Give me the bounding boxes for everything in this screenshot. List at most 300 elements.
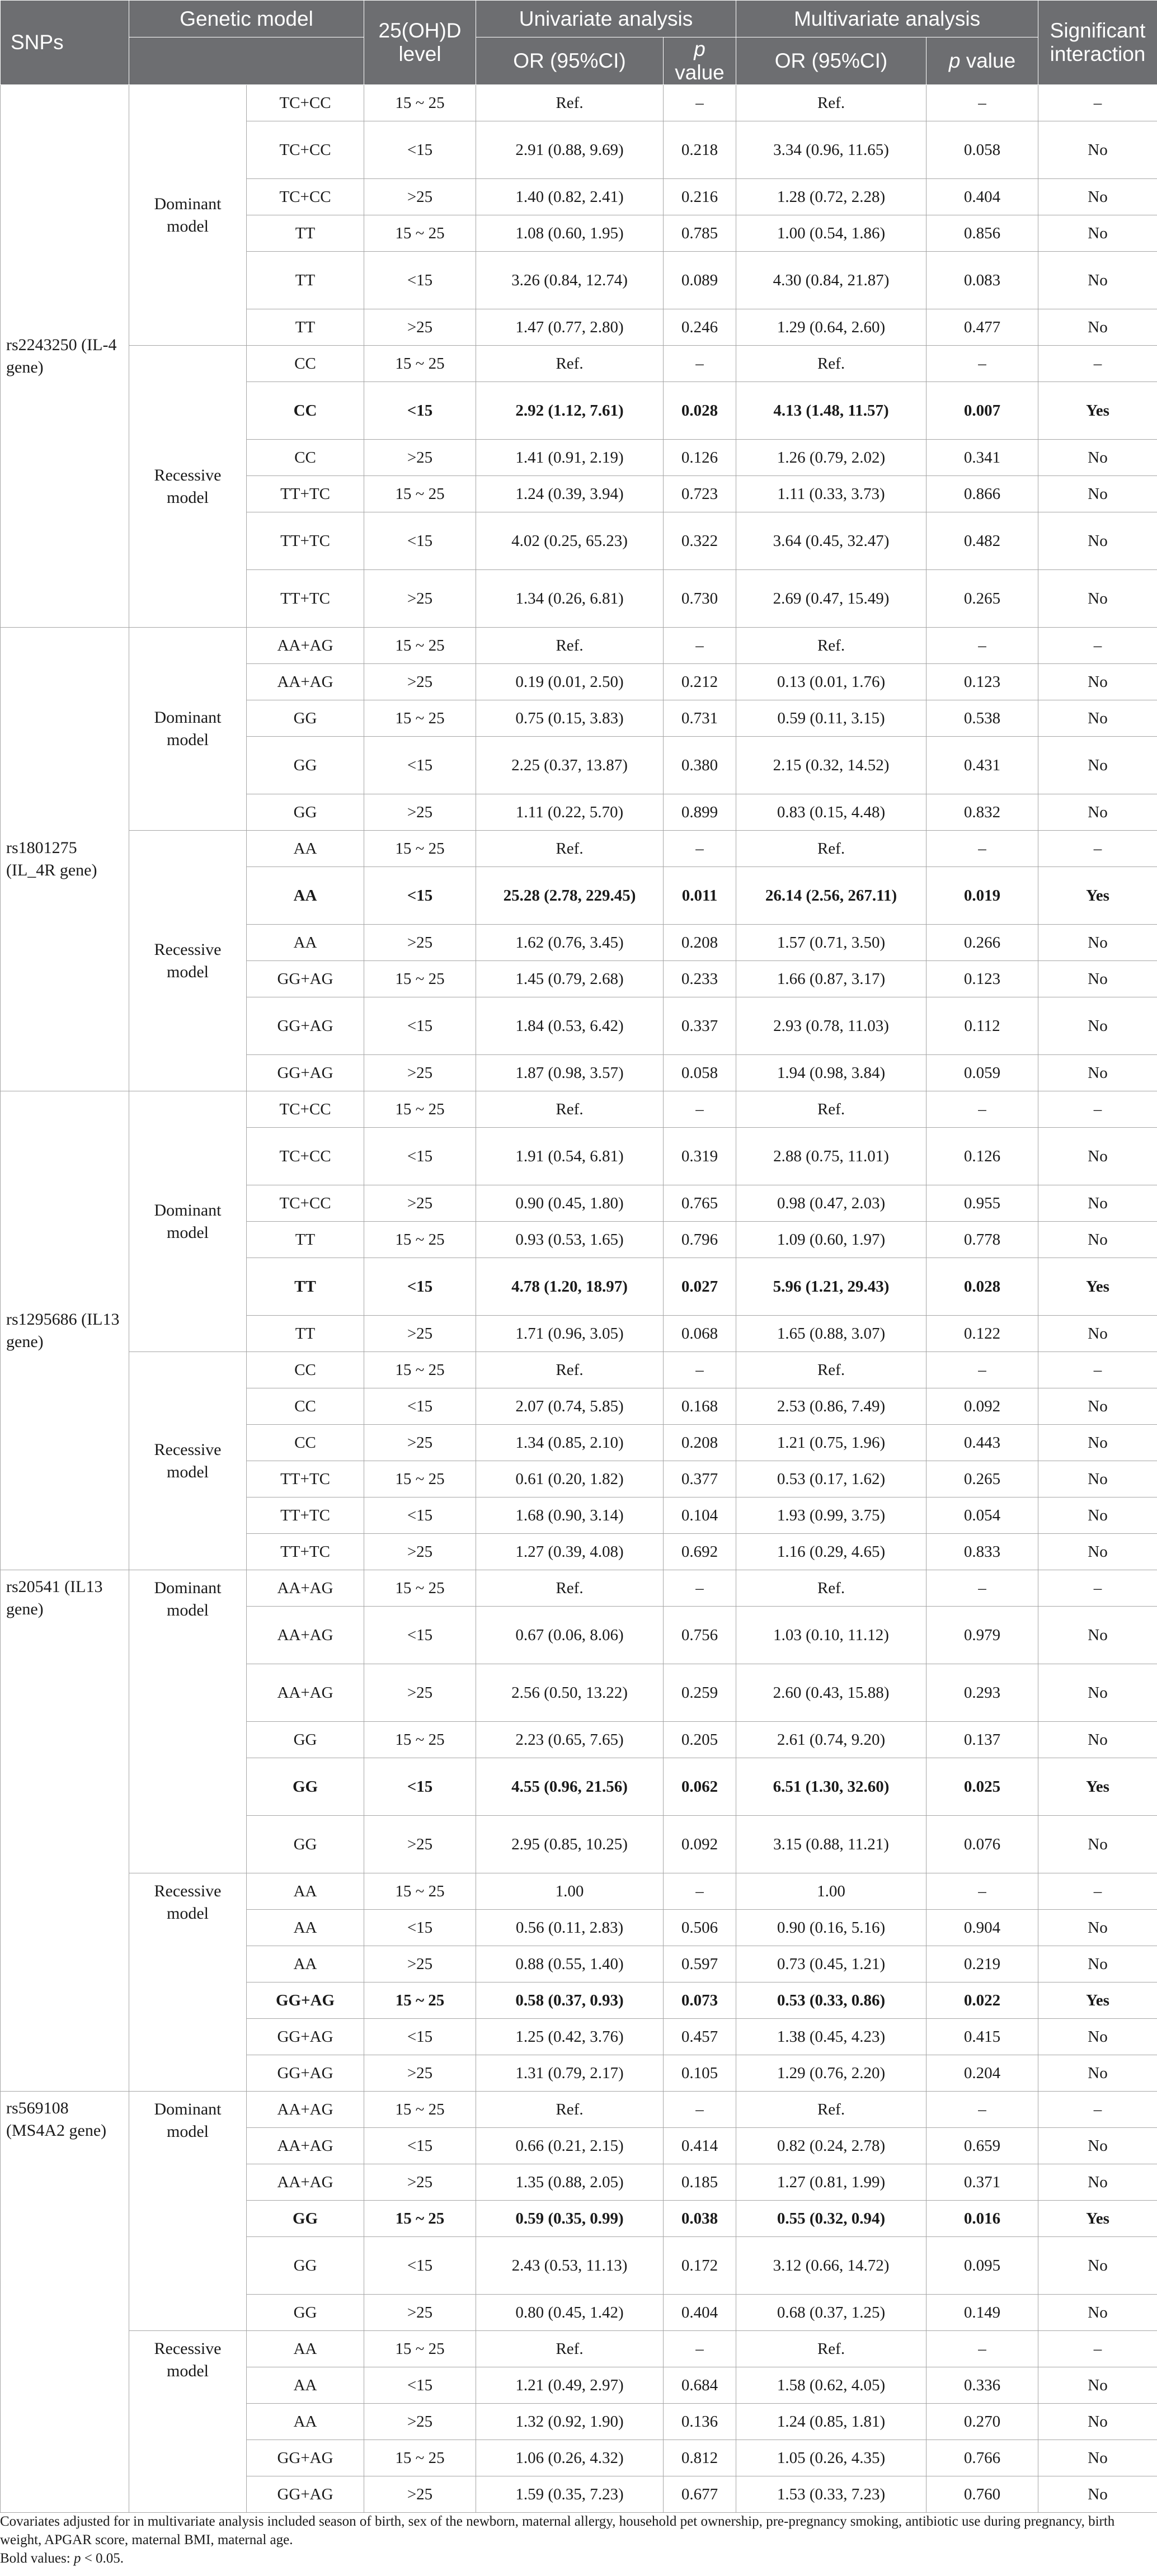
level-cell: >25 [364,1946,476,1982]
multivariate-or-cell: 4.30 (0.84, 21.87) [736,252,926,309]
interaction-cell: No [1038,2019,1157,2055]
multivariate-or-cell: 2.93 (0.78, 11.03) [736,997,926,1055]
level-cell: >25 [364,1316,476,1352]
genotype-cell: GG+AG [247,961,364,997]
interaction-cell: No [1038,2404,1157,2440]
multivariate-or-cell: 1.24 (0.85, 1.81) [736,2404,926,2440]
multivariate-p-cell: 0.443 [926,1425,1038,1461]
univariate-p-cell: 0.684 [664,2367,736,2404]
table-footnote [0,2512,1153,2568]
interaction-cell: – [1038,346,1157,382]
univariate-p-cell: 0.723 [664,476,736,512]
level-cell: >25 [364,1425,476,1461]
genotype-cell: GG+AG [247,1055,364,1091]
univariate-or-cell: 3.26 (0.84, 12.74) [476,252,664,309]
interaction-cell: No [1038,2164,1157,2201]
level-cell: <15 [364,737,476,794]
univariate-p-cell: – [664,1873,736,1910]
level-cell: 15 ~ 25 [364,346,476,382]
univariate-p-cell: 0.319 [664,1128,736,1185]
univariate-or-cell: 0.90 (0.45, 1.80) [476,1185,664,1222]
multivariate-p-cell: 0.219 [926,1946,1038,1982]
snp-cell: rs2243250 (IL-4 gene) [1,85,129,628]
univariate-p-cell: 0.337 [664,997,736,1055]
multivariate-p-cell: – [926,1091,1038,1128]
snp-cell: rs1801275 (IL_4R gene) [1,628,129,1091]
univariate-p-cell: 0.218 [664,121,736,179]
header-genetic-model: Genetic model [129,1,364,37]
level-cell: >25 [364,1664,476,1722]
level-cell: <15 [364,252,476,309]
multivariate-or-cell: 1.57 (0.71, 3.50) [736,925,926,961]
level-cell: <15 [364,997,476,1055]
level-cell: >25 [364,309,476,346]
interaction-cell: No [1038,252,1157,309]
multivariate-p-cell: – [926,628,1038,664]
univariate-or-cell: Ref. [476,1570,664,1607]
interaction-cell: No [1038,1055,1157,1091]
multivariate-p-cell: 0.659 [926,2128,1038,2164]
header-blank [129,37,364,85]
multivariate-or-cell: 1.26 (0.79, 2.02) [736,440,926,476]
genotype-cell: GG [247,700,364,737]
genotype-cell: CC [247,382,364,440]
level-cell: <15 [364,2019,476,2055]
interaction-cell: – [1038,2092,1157,2128]
header-or-multivariate: OR (95%CI) [736,37,926,85]
univariate-or-cell: 1.35 (0.88, 2.05) [476,2164,664,2201]
interaction-cell: No [1038,700,1157,737]
interaction-cell: No [1038,1534,1157,1570]
genotype-cell: GG+AG [247,997,364,1055]
multivariate-p-cell: – [926,2092,1038,2128]
genotype-cell: AA [247,2404,364,2440]
univariate-or-cell: 1.59 (0.35, 7.23) [476,2476,664,2513]
multivariate-p-cell: 0.293 [926,1664,1038,1722]
multivariate-or-cell: Ref. [736,346,926,382]
level-cell: >25 [364,2164,476,2201]
genotype-cell: GG [247,2295,364,2331]
univariate-or-cell: 1.91 (0.54, 6.81) [476,1128,664,1185]
multivariate-or-cell: 3.64 (0.45, 32.47) [736,512,926,570]
univariate-p-cell: – [664,628,736,664]
genotype-cell: TT+TC [247,1534,364,1570]
univariate-p-cell: 0.136 [664,2404,736,2440]
table-row [1,831,1157,867]
univariate-or-cell: Ref. [476,346,664,382]
multivariate-p-cell: 0.766 [926,2440,1038,2476]
header-significant-interaction: Significant interaction [1038,1,1157,85]
univariate-or-cell: Ref. [476,1091,664,1128]
univariate-p-cell: 0.038 [664,2201,736,2237]
level-cell: >25 [364,1534,476,1570]
genotype-cell: GG [247,737,364,794]
univariate-or-cell: Ref. [476,2092,664,2128]
univariate-or-cell: 1.40 (0.82, 2.41) [476,179,664,215]
level-cell: >25 [364,179,476,215]
multivariate-p-cell: 0.022 [926,1982,1038,2019]
model-cell: Dominant model [129,85,247,346]
level-cell: <15 [364,382,476,440]
multivariate-or-cell: 3.12 (0.66, 14.72) [736,2237,926,2295]
multivariate-p-cell: 0.007 [926,382,1038,440]
multivariate-or-cell: 1.29 (0.76, 2.20) [736,2055,926,2092]
level-cell: <15 [364,2128,476,2164]
level-cell: >25 [364,440,476,476]
genotype-cell: GG+AG [247,2055,364,2092]
univariate-p-cell: 0.233 [664,961,736,997]
genotype-cell: AA [247,2367,364,2404]
interaction-cell: No [1038,794,1157,831]
level-cell: <15 [364,867,476,925]
univariate-p-cell: 0.457 [664,2019,736,2055]
genotype-cell: AA [247,1910,364,1946]
interaction-cell: No [1038,1185,1157,1222]
snp-cell: rs569108 (MS4A2 gene) [1,2092,129,2513]
univariate-or-cell: 1.32 (0.92, 1.90) [476,2404,664,2440]
interaction-cell: Yes [1038,2201,1157,2237]
univariate-or-cell: Ref. [476,628,664,664]
level-cell: 15 ~ 25 [364,1982,476,2019]
genotype-cell: GG [247,1816,364,1873]
multivariate-or-cell: 1.00 (0.54, 1.86) [736,215,926,252]
univariate-or-cell: 4.78 (1.20, 18.97) [476,1258,664,1316]
univariate-or-cell: 2.43 (0.53, 11.13) [476,2237,664,2295]
univariate-or-cell: 0.56 (0.11, 2.83) [476,1910,664,1946]
univariate-p-cell: 0.785 [664,215,736,252]
header-row-1 [1,1,1157,37]
multivariate-p-cell: 0.083 [926,252,1038,309]
level-cell: 15 ~ 25 [364,2440,476,2476]
genotype-cell: AA [247,831,364,867]
genotype-cell: TT+TC [247,476,364,512]
genotype-cell: GG [247,2237,364,2295]
multivariate-p-cell: 0.059 [926,1055,1038,1091]
univariate-p-cell: 0.212 [664,664,736,700]
multivariate-or-cell: 1.58 (0.62, 4.05) [736,2367,926,2404]
univariate-or-cell: 1.34 (0.85, 2.10) [476,1425,664,1461]
interaction-cell: No [1038,1222,1157,1258]
table-row [1,85,1157,121]
level-cell: >25 [364,2295,476,2331]
multivariate-p-cell: 0.126 [926,1128,1038,1185]
multivariate-p-cell: 0.149 [926,2295,1038,2331]
interaction-cell: No [1038,476,1157,512]
multivariate-or-cell: 1.94 (0.98, 3.84) [736,1055,926,1091]
multivariate-or-cell: 0.83 (0.15, 4.48) [736,794,926,831]
multivariate-p-cell: 0.266 [926,925,1038,961]
interaction-cell: No [1038,1946,1157,1982]
multivariate-or-cell: 26.14 (2.56, 267.11) [736,867,926,925]
multivariate-or-cell: Ref. [736,1091,926,1128]
multivariate-p-cell: 0.095 [926,2237,1038,2295]
multivariate-p-cell: 0.025 [926,1758,1038,1816]
univariate-p-cell: 0.205 [664,1722,736,1758]
snp-cell: rs1295686 (IL13 gene) [1,1091,129,1570]
univariate-or-cell: 0.58 (0.37, 0.93) [476,1982,664,2019]
multivariate-or-cell: 1.29 (0.64, 2.60) [736,309,926,346]
multivariate-or-cell: 3.15 (0.88, 11.21) [736,1816,926,1873]
univariate-or-cell: 0.66 (0.21, 2.15) [476,2128,664,2164]
multivariate-or-cell: 0.68 (0.37, 1.25) [736,2295,926,2331]
model-cell: Recessive model [129,831,247,1091]
multivariate-or-cell: 1.93 (0.99, 3.75) [736,1497,926,1534]
univariate-or-cell: 4.02 (0.25, 65.23) [476,512,664,570]
genotype-cell: TC+CC [247,121,364,179]
univariate-or-cell: 1.06 (0.26, 4.32) [476,2440,664,2476]
genotype-cell: AA [247,1946,364,1982]
univariate-or-cell: 2.07 (0.74, 5.85) [476,1388,664,1425]
interaction-cell: No [1038,997,1157,1055]
univariate-p-cell: 0.068 [664,1316,736,1352]
multivariate-p-cell: – [926,1570,1038,1607]
univariate-p-cell: 0.073 [664,1982,736,2019]
multivariate-or-cell: Ref. [736,85,926,121]
multivariate-p-cell: 0.028 [926,1258,1038,1316]
interaction-cell: No [1038,1316,1157,1352]
univariate-p-cell: – [664,1352,736,1388]
univariate-p-cell: 0.172 [664,2237,736,2295]
level-cell: 15 ~ 25 [364,85,476,121]
multivariate-or-cell: 6.51 (1.30, 32.60) [736,1758,926,1816]
level-cell: 15 ~ 25 [364,1222,476,1258]
multivariate-or-cell: 2.60 (0.43, 15.88) [736,1664,926,1722]
univariate-or-cell: 0.61 (0.20, 1.82) [476,1461,664,1497]
header-vitd-level: 25(OH)D level [364,1,476,85]
model-cell: Recessive model [129,1873,247,2092]
univariate-or-cell: 0.67 (0.06, 8.06) [476,1607,664,1664]
table-row [1,2092,1157,2128]
univariate-p-cell: 0.058 [664,1055,736,1091]
footnote-bold: Bold values: p < 0.05. [0,2551,124,2566]
multivariate-or-cell: 2.53 (0.86, 7.49) [736,1388,926,1425]
interaction-cell: No [1038,512,1157,570]
univariate-p-cell: 0.104 [664,1497,736,1534]
multivariate-p-cell: 0.979 [926,1607,1038,1664]
interaction-cell: No [1038,737,1157,794]
univariate-or-cell: 1.62 (0.76, 3.45) [476,925,664,961]
genotype-cell: AA+AG [247,2164,364,2201]
interaction-cell: No [1038,1664,1157,1722]
header-p-univariate: p value [664,37,736,85]
level-cell: <15 [364,2237,476,2295]
multivariate-p-cell: 0.477 [926,309,1038,346]
multivariate-or-cell: 2.69 (0.47, 15.49) [736,570,926,628]
level-cell: >25 [364,1816,476,1873]
multivariate-p-cell: 0.904 [926,1910,1038,1946]
genotype-cell: GG+AG [247,1982,364,2019]
multivariate-or-cell: 0.55 (0.32, 0.94) [736,2201,926,2237]
level-cell: <15 [364,1258,476,1316]
multivariate-p-cell: 0.092 [926,1388,1038,1425]
interaction-cell: No [1038,179,1157,215]
multivariate-p-cell: 0.204 [926,2055,1038,2092]
level-cell: 15 ~ 25 [364,1722,476,1758]
univariate-p-cell: – [664,346,736,382]
header-p-multivariate: p value [926,37,1038,85]
level-cell: 15 ~ 25 [364,215,476,252]
univariate-or-cell: 25.28 (2.78, 229.45) [476,867,664,925]
univariate-or-cell: 0.93 (0.53, 1.65) [476,1222,664,1258]
univariate-p-cell: – [664,1091,736,1128]
multivariate-or-cell: 1.11 (0.33, 3.73) [736,476,926,512]
interaction-cell: No [1038,664,1157,700]
table-row [1,2331,1157,2367]
univariate-p-cell: 0.011 [664,867,736,925]
level-cell: >25 [364,664,476,700]
level-cell: 15 ~ 25 [364,628,476,664]
multivariate-or-cell: Ref. [736,1570,926,1607]
genotype-cell: GG+AG [247,2440,364,2476]
univariate-p-cell: 0.028 [664,382,736,440]
univariate-or-cell: 1.84 (0.53, 6.42) [476,997,664,1055]
univariate-or-cell: 1.45 (0.79, 2.68) [476,961,664,997]
genotype-cell: TT [247,252,364,309]
multivariate-p-cell: 0.341 [926,440,1038,476]
model-cell: Dominant model [129,2092,247,2331]
level-cell: >25 [364,2476,476,2513]
interaction-cell: No [1038,2295,1157,2331]
model-cell: Dominant model [129,1570,247,1873]
interaction-cell: Yes [1038,1982,1157,2019]
univariate-p-cell: – [664,2331,736,2367]
multivariate-or-cell: 1.27 (0.81, 1.99) [736,2164,926,2201]
footnote-covariates: Covariates adjusted for in multivariate analysis included season of birth, sex of the newborn, maternal allergy, household pet ownership, pre-pregnancy smoking, antibiotic use during pregnancy, birth weight, APGAR score, maternal BMI, maternal age. [0,2514,1115,2547]
multivariate-or-cell: 0.73 (0.45, 1.21) [736,1946,926,1982]
genotype-cell: TT+TC [247,1497,364,1534]
header-univariate: Univariate analysis [476,1,736,37]
univariate-p-cell: – [664,831,736,867]
interaction-cell: No [1038,2055,1157,2092]
multivariate-or-cell: 1.05 (0.26, 4.35) [736,2440,926,2476]
univariate-or-cell: 1.68 (0.90, 3.14) [476,1497,664,1534]
univariate-or-cell: 1.00 [476,1873,664,1910]
level-cell: <15 [364,1388,476,1425]
multivariate-p-cell: 0.955 [926,1185,1038,1222]
multivariate-p-cell: – [926,1352,1038,1388]
multivariate-p-cell: 0.016 [926,2201,1038,2237]
multivariate-or-cell: 0.90 (0.16, 5.16) [736,1910,926,1946]
snp-cell: rs20541 (IL13 gene) [1,1570,129,2092]
interaction-cell: No [1038,1425,1157,1461]
level-cell: 15 ~ 25 [364,476,476,512]
interaction-cell: No [1038,1388,1157,1425]
genotype-cell: GG [247,2201,364,2237]
univariate-or-cell: 4.55 (0.96, 21.56) [476,1758,664,1816]
interaction-cell: – [1038,85,1157,121]
multivariate-or-cell: Ref. [736,2331,926,2367]
genotype-cell: GG+AG [247,2019,364,2055]
table-row [1,628,1157,664]
univariate-p-cell: 0.812 [664,2440,736,2476]
multivariate-p-cell: – [926,831,1038,867]
model-cell: Recessive model [129,2331,247,2513]
interaction-cell: No [1038,2128,1157,2164]
univariate-p-cell: – [664,1570,736,1607]
multivariate-p-cell: 0.778 [926,1222,1038,1258]
multivariate-or-cell: 1.03 (0.10, 11.12) [736,1607,926,1664]
multivariate-or-cell: 0.13 (0.01, 1.76) [736,664,926,700]
interaction-cell: Yes [1038,1258,1157,1316]
level-cell: 15 ~ 25 [364,700,476,737]
level-cell: 15 ~ 25 [364,1352,476,1388]
genotype-cell: TC+CC [247,1091,364,1128]
interaction-cell: Yes [1038,1758,1157,1816]
univariate-or-cell: 0.19 (0.01, 2.50) [476,664,664,700]
interaction-cell: – [1038,1352,1157,1388]
univariate-or-cell: 0.59 (0.35, 0.99) [476,2201,664,2237]
header-or-univariate: OR (95%CI) [476,37,664,85]
interaction-cell: No [1038,2476,1157,2513]
interaction-cell: No [1038,570,1157,628]
model-cell: Dominant model [129,1091,247,1352]
level-cell: <15 [364,1497,476,1534]
multivariate-or-cell: 2.15 (0.32, 14.52) [736,737,926,794]
multivariate-p-cell: 0.123 [926,664,1038,700]
multivariate-p-cell: 0.866 [926,476,1038,512]
multivariate-p-cell: 0.112 [926,997,1038,1055]
table-body [1,85,1157,2513]
multivariate-p-cell: 0.856 [926,215,1038,252]
multivariate-or-cell: Ref. [736,2092,926,2128]
genotype-cell: CC [247,1425,364,1461]
multivariate-p-cell: 0.019 [926,867,1038,925]
univariate-or-cell: 2.56 (0.50, 13.22) [476,1664,664,1722]
interaction-cell: Yes [1038,382,1157,440]
multivariate-p-cell: 0.058 [926,121,1038,179]
univariate-p-cell: 0.027 [664,1258,736,1316]
interaction-cell: No [1038,215,1157,252]
univariate-or-cell: 2.92 (1.12, 7.61) [476,382,664,440]
univariate-or-cell: 1.08 (0.60, 1.95) [476,215,664,252]
genotype-cell: TC+CC [247,1185,364,1222]
univariate-or-cell: 1.21 (0.49, 2.97) [476,2367,664,2404]
model-cell: Recessive model [129,1352,247,1570]
univariate-p-cell: 0.168 [664,1388,736,1425]
level-cell: 15 ~ 25 [364,1091,476,1128]
multivariate-or-cell: 0.59 (0.11, 3.15) [736,700,926,737]
multivariate-or-cell: 5.96 (1.21, 29.43) [736,1258,926,1316]
multivariate-p-cell: 0.371 [926,2164,1038,2201]
univariate-p-cell: 0.692 [664,1534,736,1570]
genotype-cell: TC+CC [247,179,364,215]
multivariate-or-cell: 1.38 (0.45, 4.23) [736,2019,926,2055]
interaction-cell: No [1038,440,1157,476]
univariate-p-cell: 0.246 [664,309,736,346]
genotype-cell: TT+TC [247,1461,364,1497]
multivariate-or-cell: 4.13 (1.48, 11.57) [736,382,926,440]
level-cell: 15 ~ 25 [364,2092,476,2128]
table-row [1,1873,1157,1910]
genotype-cell: CC [247,1352,364,1388]
univariate-or-cell: 1.34 (0.26, 6.81) [476,570,664,628]
level-cell: 15 ~ 25 [364,1873,476,1910]
multivariate-p-cell: 0.431 [926,737,1038,794]
interaction-cell: No [1038,2440,1157,2476]
multivariate-or-cell: 1.65 (0.88, 3.07) [736,1316,926,1352]
univariate-or-cell: 1.11 (0.22, 5.70) [476,794,664,831]
univariate-p-cell: 0.506 [664,1910,736,1946]
univariate-p-cell: 0.092 [664,1816,736,1873]
table-row [1,1352,1157,1388]
univariate-p-cell: 0.414 [664,2128,736,2164]
interaction-cell: No [1038,1497,1157,1534]
univariate-or-cell: 1.27 (0.39, 4.08) [476,1534,664,1570]
multivariate-or-cell: 0.98 (0.47, 2.03) [736,1185,926,1222]
interaction-cell: – [1038,831,1157,867]
multivariate-or-cell: 1.28 (0.72, 2.28) [736,179,926,215]
multivariate-p-cell: 0.270 [926,2404,1038,2440]
